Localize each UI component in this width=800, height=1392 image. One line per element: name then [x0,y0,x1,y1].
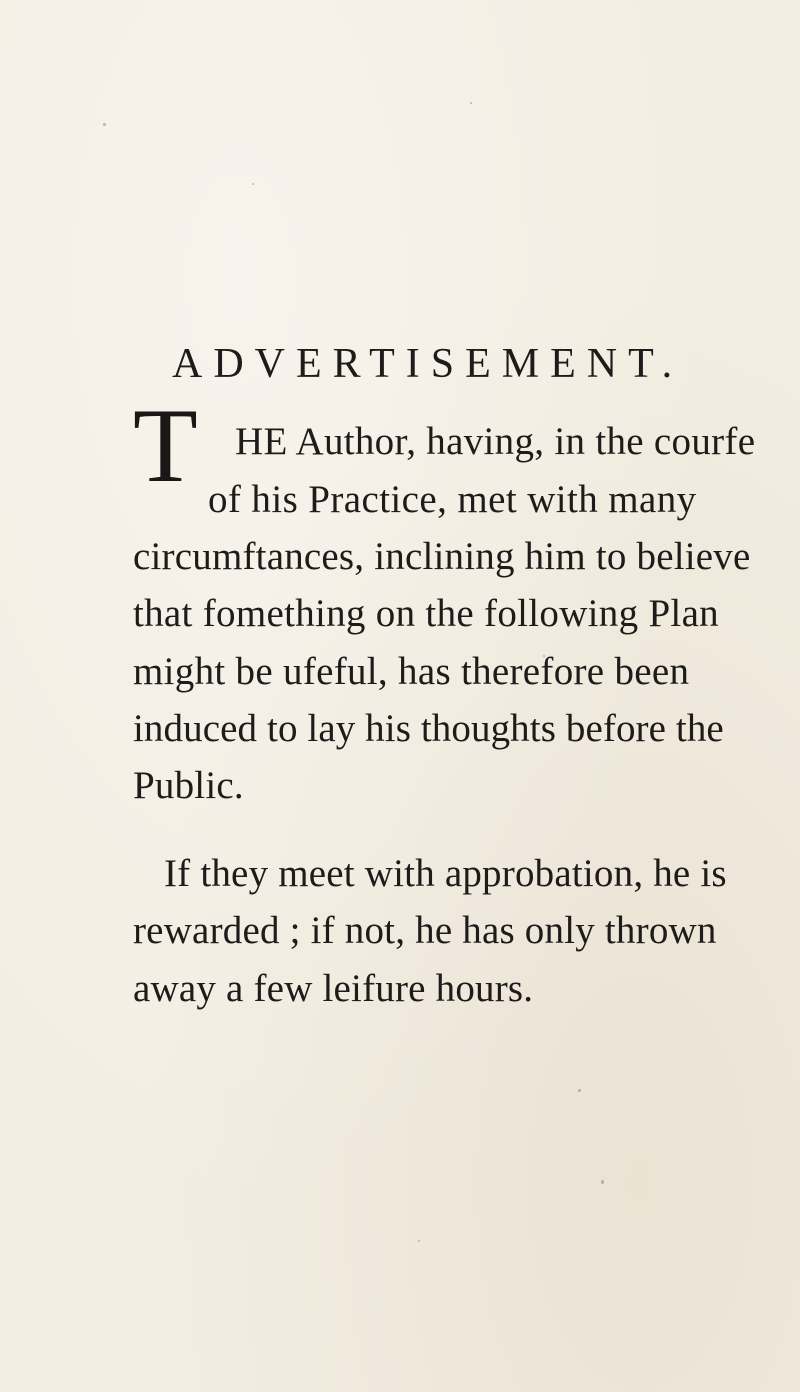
page-title: ADVERTISEMENT. [172,341,684,387]
paragraph-2-line-2: rewarded ; if not, he has only thrown [133,909,717,952]
paragraph-1-line-4: that fomething on the following Plan [133,592,719,635]
paper-speck [578,1089,581,1092]
paragraph-1-line-3: circumftances, inclining him to believe [133,535,751,578]
paragraph-1-line-7: Public. [133,764,244,807]
paragraph-1-line-6: induced to lay his thoughts before the [133,707,724,750]
paragraph-1-line-2: of his Practice, met with many [208,478,697,521]
paragraph-1-line-5: might be ufeful, has therefore been [133,650,690,693]
paragraph-2-line-1: If they meet with approbation, he is [164,852,727,895]
paragraph-1-line-1: HE Author, having, in the courfe [235,420,756,463]
drop-cap: T [133,387,198,504]
paper-speck [252,183,254,185]
paragraph-2-line-3: away a few leifure hours. [133,967,534,1010]
paper-speck [103,123,106,126]
paper-speck [470,102,472,104]
paper-speck [601,1180,604,1184]
paper-speck [418,1240,420,1242]
